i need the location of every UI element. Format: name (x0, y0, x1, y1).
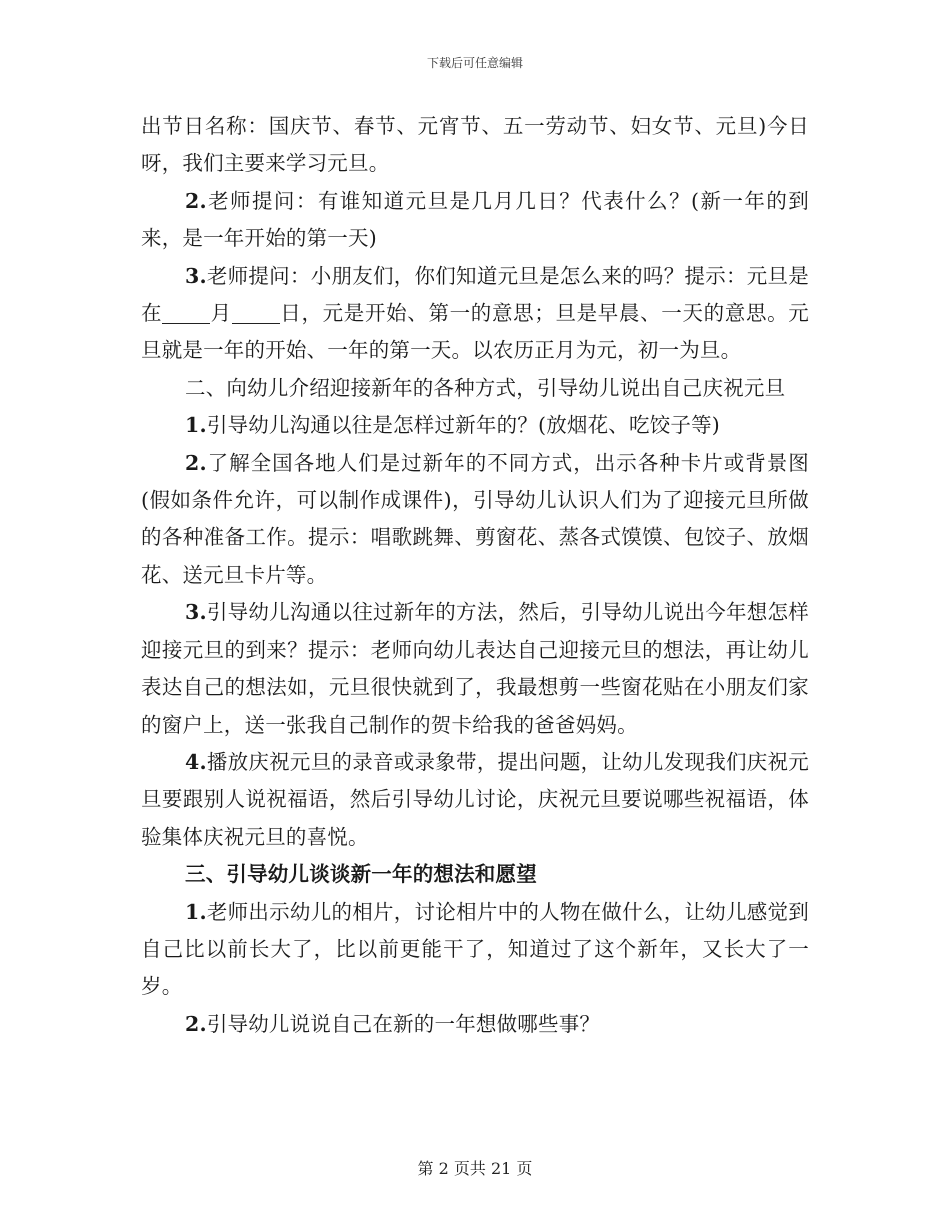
page-header: 下载后可任意编辑 (426, 56, 523, 70)
paragraph-text: 引导幼儿沟通以往过新年的方法，然后，引导幼儿说出今年想怎样迎接元旦的到来？提示：老师向幼儿表达自己迎接元旦的想法，再让幼儿表达自己的想法如，元旦很快就到了，我最想剪一些窗花贴在小朋友们家的窗户上，送一张我自己制作的贺卡给我的爸爸妈妈。 (141, 600, 809, 737)
paragraph-text: 引导幼儿沟通以往是怎样过新年的？(放烟花、吃饺子等) (206, 413, 721, 438)
paragraph-item (141, 894, 809, 1006)
item-number: 2. (185, 450, 207, 475)
paragraph-item (141, 183, 809, 258)
fill-blank (162, 303, 210, 324)
item-number: 1. (185, 413, 207, 438)
paragraph-text: 日，元是开始、第一的意思；旦是早晨、一天的意思。元旦就是一年的开始、一年的第一天。以农历正月为元，初一为旦。 (141, 301, 810, 363)
paragraph-item (141, 1006, 809, 1043)
page-footer: 第 2 页共 21 页 (417, 1159, 533, 1178)
paragraph-text: 引导幼儿说说自己在新的一年想做哪些事？ (206, 1011, 601, 1036)
document-body (141, 108, 809, 1043)
item-number: 2. (185, 1011, 207, 1036)
paragraph-text: 老师出示幼儿的相片，讨论相片中的人物在做什么，让幼儿感觉到自己比以前长大了，比以前更能干了，知道过了这个新年，又长大了一岁。 (141, 899, 809, 999)
paragraph-text: 老师提问：有谁知道元旦是几月几日？代表什么？(新一年的到来，是一年开始的第一天) (141, 188, 809, 251)
paragraph-text: 老师提问：小朋友们，你们知道元旦是怎么来的吗？提示：元旦是在 (141, 263, 809, 326)
paragraph-text: 播放庆祝元旦的录音或录象带，提出问题，让幼儿发现我们庆祝元旦要跟别人说祝福语，然后引导幼儿讨论，庆祝元旦要说哪些祝福语，体验集体庆祝元旦的喜悦。 (141, 749, 809, 849)
paragraph-item (141, 594, 809, 744)
paragraph-item (141, 744, 809, 856)
paragraph-text: 月 (210, 301, 232, 326)
item-number: 4. (185, 749, 207, 774)
paragraph-intro: 出节日名称：国庆节、春节、元宵节、五一劳动节、妇女节、元旦)今日呀，我们主要来学习元旦。 (141, 114, 809, 176)
paragraph-item (141, 258, 809, 370)
paragraph-text: 了解全国各地人们是过新年的不同方式，出示各种卡片或背景图(假如条件允许，可以制作成课件)，引导幼儿认识人们为了迎接元旦所做的各种准备工作。提示：唱歌跳舞、剪窗花、蒸各式馍馍、包饺子、放烟花、送元旦卡片等。 (141, 450, 809, 587)
item-number: 2. (185, 188, 207, 213)
item-number: 3. (185, 263, 207, 288)
section-heading: 二、向幼儿介绍迎接新年的各种方式，引导幼儿说出自己庆祝元旦 (185, 375, 786, 400)
paragraph-item (141, 407, 809, 444)
paragraph-item (141, 445, 809, 595)
fill-blank (232, 303, 280, 324)
item-number: 3. (185, 600, 207, 625)
section-heading: 三、引导幼儿谈谈新一年的想法和愿望 (185, 862, 537, 887)
item-number: 1. (185, 899, 207, 924)
